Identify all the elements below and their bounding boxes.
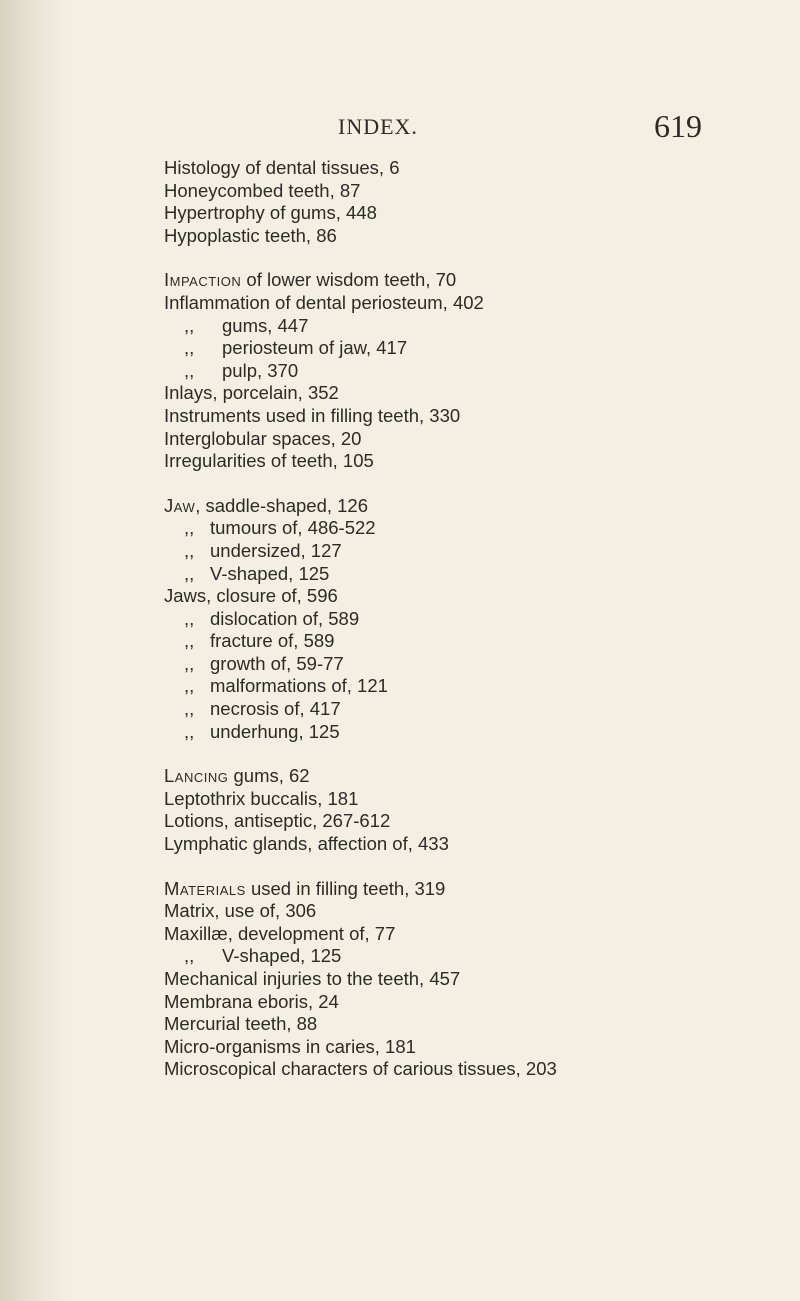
page-number: 619 [654,108,702,144]
section-lead-word: Lancing [164,765,229,787]
index-subentry: ,, fracture of, 589 [184,630,335,652]
section-lead-word: Jaw [164,494,196,516]
ditto-mark: ,, [184,539,195,561]
ditto-mark: ,, [184,675,195,697]
index-entry: Jaws, closure of, 596 [164,585,338,607]
index-subentry: ,, underhung, 125 [184,720,340,742]
index-entry: Lymphatic glands, affection of, 433 [164,833,449,855]
index-entry: Impaction of lower wisdom teeth, 70 [164,269,457,291]
index-subentry: ,, tumours of, 486-522 [184,517,376,539]
section-lead-word: Impaction [164,269,242,291]
index-entry: Jaw, saddle-shaped, 126 [164,494,369,516]
ditto-mark: ,, [184,314,195,336]
page-header [0,108,800,148]
index-subentry: ,, necrosis of, 417 [184,698,341,720]
index-entry: Matrix, use of, 306 [164,900,317,922]
ditto-mark: ,, [184,720,195,742]
index-subentry: ,, periosteum of jaw, 417 [184,337,408,359]
index-subentry: ,, dislocation of, 589 [184,607,360,629]
index-entry: Instruments used in filling teeth, 330 [164,404,461,426]
index-entry: Micro-organisms in caries, 181 [164,1035,416,1057]
index-entry: Inlays, porcelain, 352 [164,382,339,404]
index-entry: Inflammation of dental periosteum, 402 [164,291,484,313]
index-entry: Irregularities of teeth, 105 [164,450,374,472]
index-subentry: ,, gums, 447 [184,314,309,336]
running-title: INDEX. [338,114,418,139]
index-entry: Materials used in filling teeth, 319 [164,877,446,899]
index-entry: Maxillæ, development of, 77 [164,922,396,944]
index-subentry: ,, V-shaped, 125 [184,945,342,967]
ditto-mark: ,, [184,562,195,584]
ditto-mark: ,, [184,607,195,629]
index-entry: Mercurial teeth, 88 [164,1013,318,1035]
index-entry-list [164,157,794,1081]
index-entry: Hypertrophy of gums, 448 [164,202,377,224]
ditto-mark: ,, [184,630,195,652]
ditto-mark: ,, [184,517,195,539]
index-entry: Histology of dental tissues, 6 [164,157,400,178]
ditto-mark: ,, [184,359,195,381]
index-subentry: ,, V-shaped, 125 [184,562,330,584]
ditto-mark: ,, [184,337,195,359]
index-subentry: ,, undersized, 127 [184,539,342,561]
index-entry: Leptothrix buccalis, 181 [164,787,359,809]
ditto-mark: ,, [184,698,195,720]
index-subentry: ,, malformations of, 121 [184,675,388,697]
index-entry: Hypoplastic teeth, 86 [164,224,337,246]
index-entry: Mechanical injuries to the teeth, 457 [164,968,461,989]
section-lead-word: Materials [164,877,246,899]
index-subentry: ,, pulp, 370 [184,359,299,381]
page-gutter-shadow [0,0,70,1301]
index-entry: Interglobular spaces, 20 [164,427,362,449]
index-entry: Honeycombed teeth, 87 [164,179,361,201]
ditto-mark: ,, [184,652,195,674]
index-entry: Lotions, antiseptic, 267-612 [164,810,391,832]
ditto-mark: ,, [184,945,195,967]
index-entry: Microscopical characters of carious tissues, 203 [164,1058,557,1080]
index-entry: Lancing gums, 62 [164,765,310,787]
index-entry: Membrana eboris, 24 [164,990,339,1012]
index-subentry: ,, growth of, 59-77 [184,652,344,674]
